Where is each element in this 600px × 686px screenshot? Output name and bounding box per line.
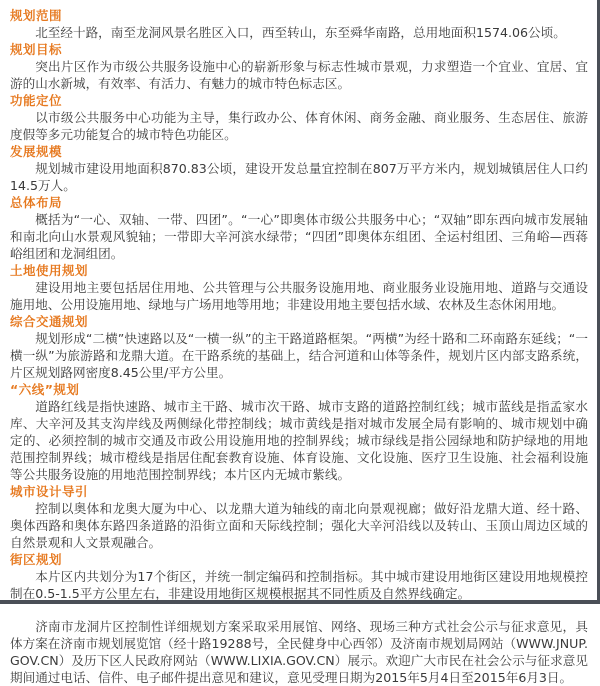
section-heading: 综合交通规划 [10,314,89,329]
section-land-use-planning [10,262,588,313]
section-transport-planning [10,313,588,381]
section-heading: 街区规划 [10,552,63,567]
section-functional-positioning [10,92,588,143]
section-heading: 发展规模 [10,144,63,159]
section-heading: 土地使用规划 [10,263,89,278]
section-heading: 规划目标 [10,42,63,57]
section-paragraph: 控制以奥体和龙奥大厦为中心、以龙鼎大道为轴线的南北向景观视廊；做好沿龙鼎大道、经十路、奥体西路和奥体东路四条道路的沿街立面和天际线控制；强化大辛河沿线以及转山、玉顶山周边区域的自然景观和人文景观融合。 [10,501,588,550]
public-notice-closing-paragraph: 济南市龙洞片区控制性详细规划方案采取采用展馆、网络、现场三种方式社会公示与征求意见，具体方案在济南市规划展览馆（经十路19288号，全民健身中心西邻）及济南市规划局网站（WWW.JNUP.GOV.CN）及历下区人民政府网站（WWW.LIXIA.GOV.CN）展示。欢迎广大市民在社会公示与征求意见期间通过电话、信件、电子邮件提出意见和建议，意见受理日期为2015年5月4日至2015年6月3日。 [10,619,588,685]
section-planning-goals [10,41,588,92]
section-heading: 城市设计导引 [10,484,89,499]
section-paragraph: 规划形成“二横”快速路以及“一横一纵”的主干路道路框架。“两横”为经十路和二环南路东延线；“一横一纵”为旅游路和龙鼎大道。在干路系统的基础上，结合河道和山体等条件，规划片区内部支路系统，片区规划路网密度8.45公里/平方公里。 [10,331,588,380]
section-urban-design-guidance [10,483,588,551]
section-planning-scope [10,7,588,41]
section-six-lines-planning [10,381,588,483]
section-block-planning [10,551,588,602]
section-paragraph: 规划城市建设用地面积870.83公顷，建设开发总量宜控制在807万平方米内，规划城镇居住人口约14.5万人。 [10,161,588,193]
section-development-scale [10,143,588,194]
section-heading: “六线”规划 [10,382,80,397]
section-paragraph: 突出片区作为市级公共服务设施中心的崭新形象与标志性城市景观，力求塑造一个宜业、宜居、宜游的山水新城，有效率、有活力、有魅力的城市特色标志区。 [10,59,588,91]
section-paragraph: 建设用地主要包括居住用地、公共管理与公共服务设施用地、商业服务业设施用地、道路与交通设施用地、公用设施用地、绿地与广场用地等用地；非建设用地主要包括水域、农林及生态休闲用地。 [10,280,588,312]
section-paragraph: 概括为“一心、双轴、一带、四团”。“一心”即奥体市级公共服务中心；“双轴”即东西向城市发展轴和南北向山水景观风貌轴；一带即大辛河滨水绿带；“四团”即奥体东组团、全运村组团、三角峪—西蒋峪组团和龙洞组团。 [10,212,588,261]
section-paragraph: 道路红线是指快速路、城市主干路、城市次干路、城市支路的道路控制红线；城市蓝线是指孟家水库、大辛河及其支沟岸线及两侧绿化带控制线；城市黄线是指对城市发展全局有影响的、城市规划中确定的、必须控制的城市交通及市政公用设施用地的控制界线；城市绿线是指公园绿地和防护绿地的用地范围控制界线；城市橙线是指居住配套教育设施、体育设施、文化设施、医疗卫生设施、社会福利设施等公共服务设施的用地范围控制界线；本片区内无城市紫线。 [10,399,588,482]
section-heading: 总体布局 [10,195,63,210]
section-paragraph: 本片区内共划分为17个街区，并统一制定编码和控制指标。其中城市建设用地街区建设用地规模控制在0.5-1.5平方公里左右，非建设用地街区规模根据其不同性质及自然界线确定。 [10,569,588,601]
section-heading: 规划范围 [10,8,63,23]
section-overall-layout [10,194,588,262]
section-paragraph: 以市级公共服务中心功能为主导，集行政办公、体育休闲、商务金融、商业服务、生态居住、旅游度假等多元功能复合的城市特色功能区。 [10,110,588,142]
section-paragraph: 北至经十路，南至龙洞风景名胜区入口，西至转山，东至舜华南路，总用地面积1574.06公顷。 [35,25,566,40]
section-heading: 功能定位 [10,93,63,108]
